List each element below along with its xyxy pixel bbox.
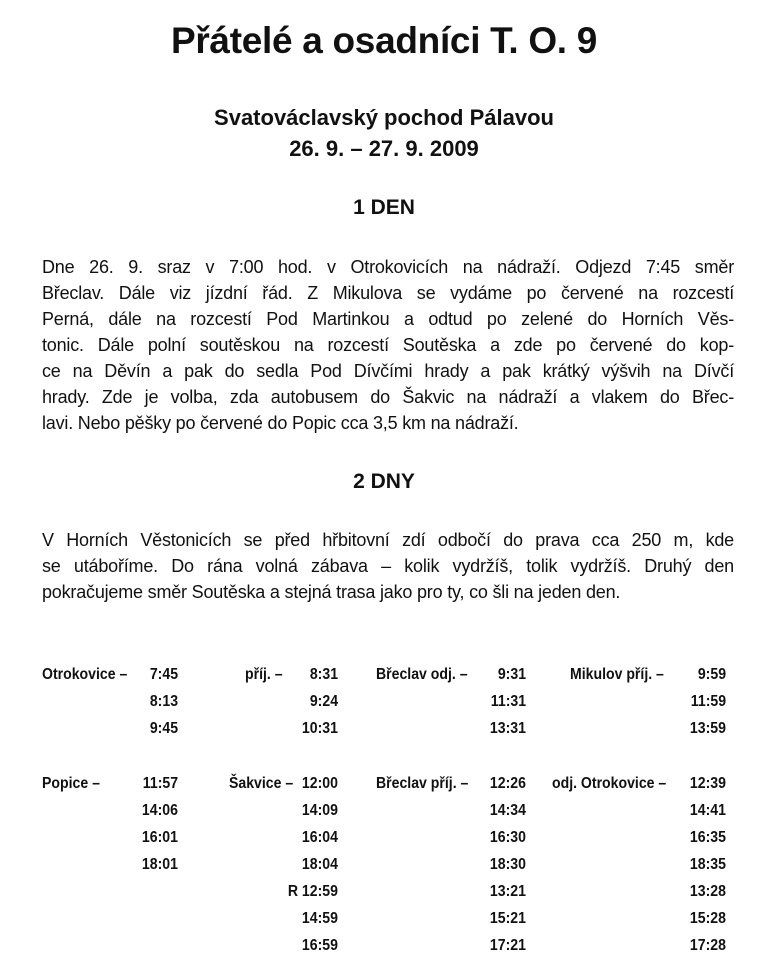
day2-line: se utáboříme. Do rána volná zábava – kolik vydržíš, tolik vydržíš. Druhý den [42,556,734,576]
timetable-time: 16:04 [301,829,338,846]
day1-line: hrady. Zde je volba, zda autobusem do Šakvic na nádraží a vlakem do Břec- [42,387,734,407]
timetable-time: 18:04 [301,856,338,873]
timetable-time: 7:45 [149,666,178,683]
timetable-label: Popice – [42,775,100,792]
day1-line: tonic. Dále polní soutěskou na rozcestí Soutěska a zde po červené do kop- [42,335,734,355]
day1-line: lavi. Nebo pěšky po červené do Popic cca 3,5 km na nádraží. [42,413,519,433]
timetable-time: R 12:59 [287,883,338,900]
day2-line: pokračujeme směr Soutěska a stejná trasa jako pro ty, co šli na jeden den. [42,582,621,602]
day2-line: V Horních Věstonicích se před hřbitovní zdí odbočí do prava cca 250 m, kde [42,530,734,550]
day1-paragraph [42,254,734,436]
event-subtitle [0,102,768,164]
timetable-label: příj. – [245,666,283,683]
event-name: Svatováclavský pochod Pálavou [214,105,554,130]
timetable-time: 14:09 [301,802,338,819]
timetable-time: 14:59 [301,910,338,927]
timetable-time: 13:21 [489,883,526,900]
timetable-time: 18:30 [489,856,526,873]
timetable-time: 15:21 [489,910,526,927]
timetable-time: 11:59 [690,693,726,710]
event-dates: 26. 9. – 27. 9. 2009 [289,136,479,161]
timetable-label: Otrokovice – [42,666,128,683]
timetable-label: Břeclav příj. – [376,775,469,792]
timetable-time: 12:39 [689,775,726,792]
timetable-label: odj. Otrokovice – [552,775,667,792]
timetable-time: 12:00 [301,775,338,792]
timetable-label: Mikulov příj. – [570,666,664,683]
timetable-time: 18:01 [141,856,178,873]
timetable-time: 15:28 [689,910,726,927]
day2-paragraph [42,527,734,605]
timetable-time: 16:35 [689,829,726,846]
timetable-time: 11:57 [142,775,178,792]
timetable-time: 16:59 [301,937,338,954]
day1-line: Břeclav. Dále viz jízdní řád. Z Mikulova se vydáme po červené na rozcestí [42,283,734,303]
timetable-time: 14:41 [689,802,726,819]
timetable-time: 13:28 [689,883,726,900]
timetable-time: 9:59 [697,666,726,683]
timetable-time: 13:31 [489,720,526,737]
day1-line: Dne 26. 9. sraz v 7:00 hod. v Otrokovicích na nádraží. Odjezd 7:45 směr [42,257,734,277]
timetable-time: 16:01 [141,829,178,846]
timetable-time: 9:45 [149,720,178,737]
timetable-time: 17:28 [689,937,726,954]
day1-line: ce na Děvín a pak do sedla Pod Dívčími hrady a pak krátký výšvih na Dívčí [42,361,734,381]
timetable-label: Břeclav odj. – [376,666,468,683]
timetable-time: 9:24 [309,693,338,710]
timetable-time: 14:06 [141,802,178,819]
timetable-time: 10:31 [301,720,338,737]
timetable-time: 12:26 [489,775,526,792]
timetable-time: 17:21 [489,937,526,954]
timetable-time: 8:13 [149,693,178,710]
timetable-time: 14:34 [489,802,526,819]
timetable-time: 16:30 [489,829,526,846]
timetable-time: 13:59 [689,720,726,737]
timetable-time: 11:31 [490,693,526,710]
timetable-time: 18:35 [689,856,726,873]
timetable-time: 8:31 [309,666,338,683]
day2-heading: 2 DNY [353,470,415,493]
page-title: Přátelé a osadníci T. O. 9 [170,20,598,61]
timetable-time: 9:31 [497,666,526,683]
timetable-label: Šakvice – [229,775,294,792]
day1-heading: 1 DEN [353,196,415,219]
day1-line: Perná, dále na rozcestí Pod Martinkou a odtud po zelené do Horních Věs- [42,309,734,329]
